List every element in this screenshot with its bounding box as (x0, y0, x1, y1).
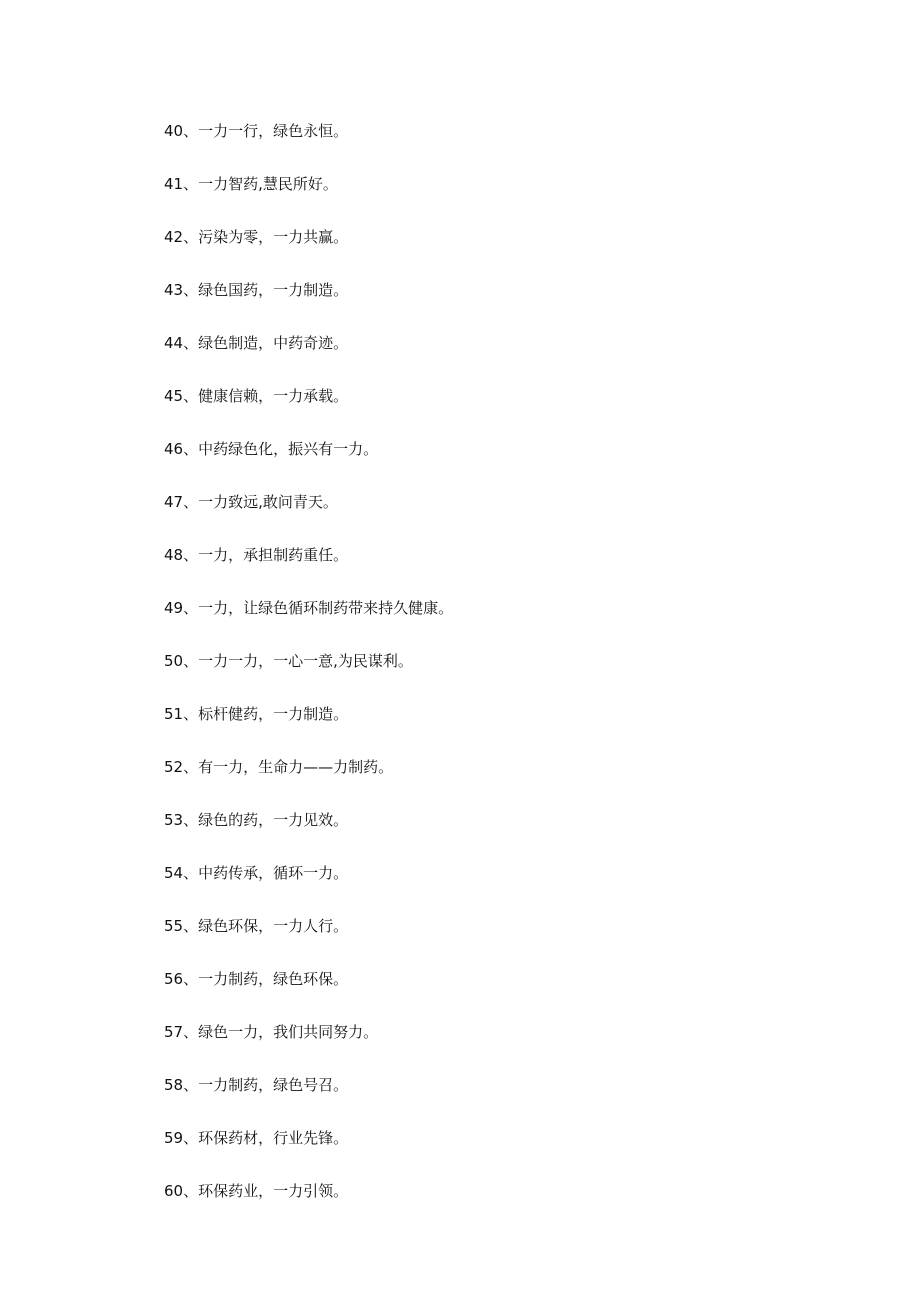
list-item (164, 1127, 864, 1180)
list-item (164, 385, 864, 438)
item-number: 44 (164, 334, 184, 352)
item-text: 绿色国药，一力制造。 (198, 281, 349, 299)
item-separator: 、 (183, 1076, 199, 1094)
item-number: 55 (164, 917, 184, 935)
item-separator: 、 (183, 1129, 199, 1147)
list-item (164, 544, 864, 597)
item-separator: 、 (183, 917, 199, 935)
item-number: 54 (164, 864, 184, 882)
item-separator: 、 (183, 1023, 199, 1041)
item-number: 43 (164, 281, 184, 299)
item-number: 46 (164, 440, 184, 458)
item-text: 一力智药,慧民所好。 (198, 175, 338, 193)
item-separator: 、 (183, 440, 199, 458)
item-text: 环保药业，一力引领。 (198, 1182, 349, 1200)
list-item (164, 703, 864, 756)
item-text: 一力一力，一心一意,为民谋利。 (198, 652, 413, 670)
item-text: 污染为零，一力共赢。 (198, 228, 349, 246)
item-text: 一力制药，绿色号召。 (198, 1076, 349, 1094)
item-text: 绿色环保，一力人行。 (198, 917, 349, 935)
item-separator: 、 (183, 1182, 199, 1200)
item-text: 一力制药，绿色环保。 (198, 970, 349, 988)
list-item (164, 968, 864, 1021)
item-text: 中药绿色化，振兴有一力。 (198, 440, 379, 458)
item-separator: 、 (183, 387, 199, 405)
item-separator: 、 (183, 970, 199, 988)
item-text: 有一力，生命力——力制药。 (198, 758, 394, 776)
item-text: 绿色制造，中药奇迹。 (198, 334, 349, 352)
list-item (164, 809, 864, 862)
item-text: 标杆健药，一力制造。 (198, 705, 349, 723)
item-separator: 、 (183, 652, 199, 670)
list-item (164, 1021, 864, 1074)
item-number: 52 (164, 758, 184, 776)
slogan-list (164, 120, 864, 1233)
item-number: 59 (164, 1129, 184, 1147)
item-number: 53 (164, 811, 184, 829)
item-separator: 、 (183, 758, 199, 776)
item-separator: 、 (183, 864, 199, 882)
list-item (164, 650, 864, 703)
item-number: 60 (164, 1182, 184, 1200)
item-text: 一力，承担制药重任。 (198, 546, 349, 564)
item-text: 一力致远,敢问青天。 (198, 493, 338, 511)
item-text: 绿色的药，一力见效。 (198, 811, 349, 829)
list-item (164, 173, 864, 226)
item-text: 中药传承，循环一力。 (198, 864, 349, 882)
list-item (164, 756, 864, 809)
item-number: 45 (164, 387, 184, 405)
item-number: 40 (164, 122, 184, 140)
item-number: 49 (164, 599, 184, 617)
item-separator: 、 (183, 334, 199, 352)
item-separator: 、 (183, 175, 199, 193)
item-text: 健康信赖，一力承载。 (198, 387, 349, 405)
item-text: 绿色一力，我们共同努力。 (198, 1023, 379, 1041)
list-item (164, 226, 864, 279)
item-separator: 、 (183, 705, 199, 723)
list-item (164, 597, 864, 650)
item-separator: 、 (183, 546, 199, 564)
item-separator: 、 (183, 122, 199, 140)
item-number: 58 (164, 1076, 184, 1094)
item-number: 51 (164, 705, 184, 723)
item-number: 50 (164, 652, 184, 670)
list-item (164, 1180, 864, 1233)
item-number: 48 (164, 546, 184, 564)
item-separator: 、 (183, 493, 199, 511)
item-number: 56 (164, 970, 184, 988)
item-number: 57 (164, 1023, 184, 1041)
list-item (164, 491, 864, 544)
item-text: 一力一行，绿色永恒。 (198, 122, 349, 140)
list-item (164, 120, 864, 173)
list-item (164, 279, 864, 332)
item-text: 一力，让绿色循环制药带来持久健康。 (198, 599, 454, 617)
list-item (164, 332, 864, 385)
item-separator: 、 (183, 599, 199, 617)
item-number: 41 (164, 175, 184, 193)
item-separator: 、 (183, 281, 199, 299)
list-item (164, 915, 864, 968)
item-number: 47 (164, 493, 184, 511)
item-number: 42 (164, 228, 184, 246)
item-separator: 、 (183, 228, 199, 246)
list-item (164, 862, 864, 915)
list-item (164, 1074, 864, 1127)
list-item (164, 438, 864, 491)
item-text: 环保药材，行业先锋。 (198, 1129, 349, 1147)
item-separator: 、 (183, 811, 199, 829)
